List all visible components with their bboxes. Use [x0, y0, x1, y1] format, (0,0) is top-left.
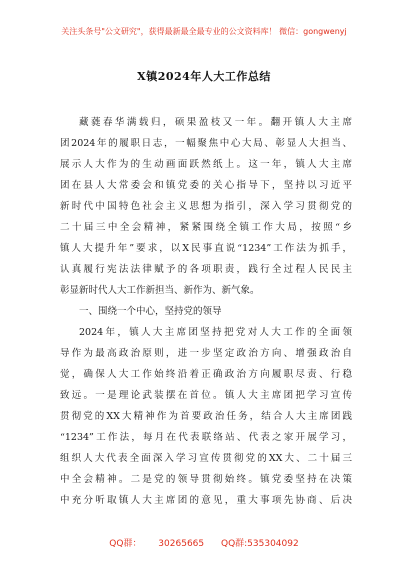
- body-line: 导作为最高政治原则，进一步坚定政治方向、增强政治自: [60, 348, 352, 359]
- body-line: 镇人大提升年”要求，以X民事直说“1234”工作法为抓手，: [60, 243, 352, 254]
- body-line: 认真履行宪法法律赋予的各项职责，践行全过程人民民主: [60, 264, 352, 275]
- body-line: 中全会精神。二是党的领导贯彻始终。镇党委坚持在决策: [60, 474, 352, 485]
- header-promo-note: 关注头条号"公文研究"，获得最新最全最专业的公文资料库！ 微信：gongwenyj: [61, 27, 347, 36]
- body-line: 新时代中国特色社会主义思想为指引，深入学习贯彻党的: [60, 201, 352, 212]
- document-body: [60, 112, 352, 511]
- body-line: 2024年，镇人大主席团坚持把党对人大工作的全面领: [79, 327, 352, 338]
- body-line: 团2024年的履职日志，一幅聚焦中心大局、彰显人大担当、: [60, 138, 352, 149]
- section-heading: 一、围绕一个中心，坚持党的领导: [79, 306, 222, 317]
- body-line: 藏蕤春华满载归，硕果盈枝又一年。翻开镇人大主席: [79, 117, 352, 128]
- body-line: 贯彻党的XX大精神作为首要政治任务，结合人大主席团践: [60, 411, 352, 422]
- body-line: 组织人大代表全面深入学习宣传贯彻党的XX大、二十届三: [60, 453, 352, 464]
- body-line: 致远。一是理论武装摆在首位。镇人大主席团把学习宣传: [60, 390, 352, 401]
- body-line: 二十届三中全会精神，紧紧围绕全镇工作大局，按照“乡: [60, 222, 352, 233]
- body-line: 彰显新时代人大工作新担当、新作为、新气象。: [60, 285, 260, 296]
- body-line: 团在县人大常委会和镇党委的关心指导下，坚持以习近平: [60, 180, 352, 191]
- document-title: X镇2024年人大工作总结: [137, 70, 271, 83]
- body-line: 觉，确保人大工作始终沿着正确政治方向履职尽责、行稳: [60, 369, 352, 380]
- body-line: “1234”工作法，每月在代表联络站、代表之家开展学习，: [60, 432, 352, 443]
- footer-contact-note: QQ群： 30265665 QQ群:535304092: [109, 539, 299, 549]
- body-line: 中充分听取镇人大主席团的意见，重大事项先协商、后决: [60, 495, 352, 506]
- body-line: 展示人大作为的生动画面跃然纸上。这一年，镇人大主席: [60, 159, 352, 170]
